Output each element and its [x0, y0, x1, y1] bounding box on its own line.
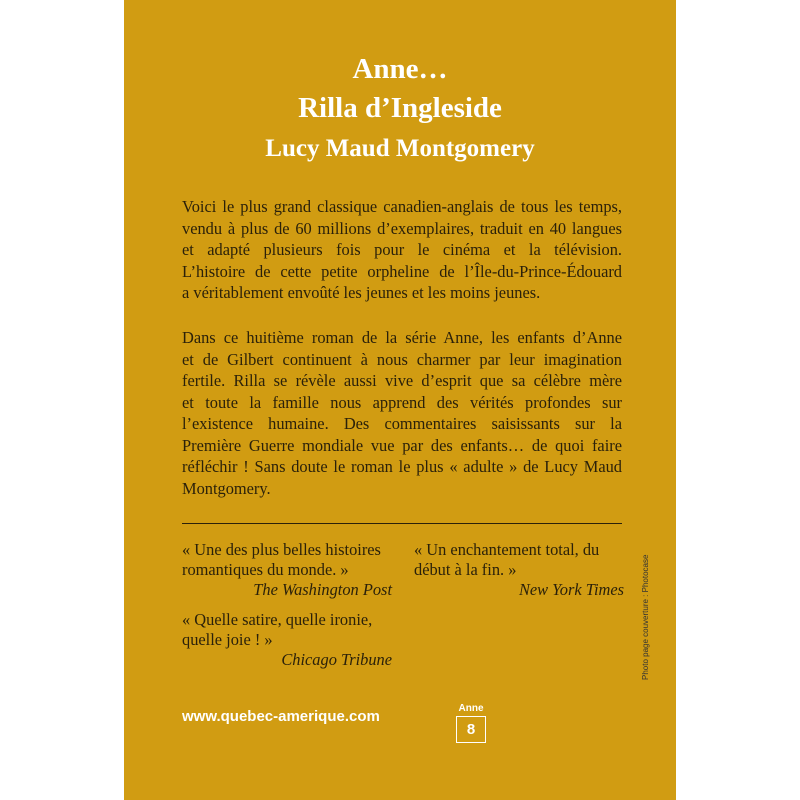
text-line: l’existence humaine. Des commentaires saisissants sur la: [182, 414, 622, 433]
title-line-2: Rilla d’Ingleside: [298, 92, 502, 124]
series-number: 8: [456, 716, 486, 743]
photo-credit: Photo page couverture : Photocase: [641, 554, 650, 680]
author-name: Lucy Maud Montgomery: [265, 135, 535, 162]
quote-source: The Washington Post: [253, 580, 392, 599]
title-block: [124, 50, 676, 168]
publisher-website: www.quebec-amerique.com: [182, 708, 380, 725]
quote-source: Chicago Tribune: [281, 650, 392, 669]
text-line: et adapté plusieurs fois pour le cinéma et la télévision.: [182, 240, 622, 259]
text-line: fertile. Rilla se révèle aussi vive d’esprit que sa célèbre mère: [182, 371, 622, 390]
text-line: Dans ce huitième roman de la série Anne, les enfants d’Anne: [182, 328, 622, 347]
text-line: a véritablement envoûté les jeunes et les moins jeunes.: [182, 283, 541, 302]
description-paragraph-2: [182, 327, 622, 499]
text-line: et toute la famille nous apprend des vérités profondes sur: [182, 392, 622, 412]
book-back-cover: [124, 0, 676, 800]
series-label: Anne: [458, 703, 484, 714]
quote-source: New York Times: [518, 580, 624, 599]
text-line: L’histoire de cette petite orpheline de l’Île-du-Prince-Édouard: [182, 261, 622, 281]
divider: [182, 523, 622, 524]
title-line-1: Anne…: [352, 53, 448, 85]
description-paragraph-1: [182, 196, 622, 304]
text-line: et de Gilbert continuent à nous charmer par leur imagination: [182, 349, 622, 369]
text-line: Montgomery.: [182, 478, 271, 498]
text-line: réfléchir ! Sans doute le roman le plus « adulte » de Lucy Maud: [182, 457, 622, 476]
review-quote: [414, 540, 624, 600]
review-quote: [182, 540, 392, 600]
quote-text: « Une des plus belles histoires romantiques du monde. »: [182, 540, 381, 579]
review-quote: [182, 610, 392, 670]
quote-text: « Un enchantement total, du début à la fin. »: [414, 540, 600, 579]
quote-text: « Quelle satire, quelle ironie, quelle joie ! »: [182, 610, 373, 649]
text-line: vendu à plus de 60 millions d’exemplaires, traduit en 40 langues: [182, 218, 622, 238]
series-badge: [456, 701, 486, 743]
text-line: Voici le plus grand classique canadien-anglais de tous les temps,: [182, 197, 622, 216]
text-line: Première Guerre mondiale vue par des enfants… de quoi faire: [182, 435, 622, 455]
